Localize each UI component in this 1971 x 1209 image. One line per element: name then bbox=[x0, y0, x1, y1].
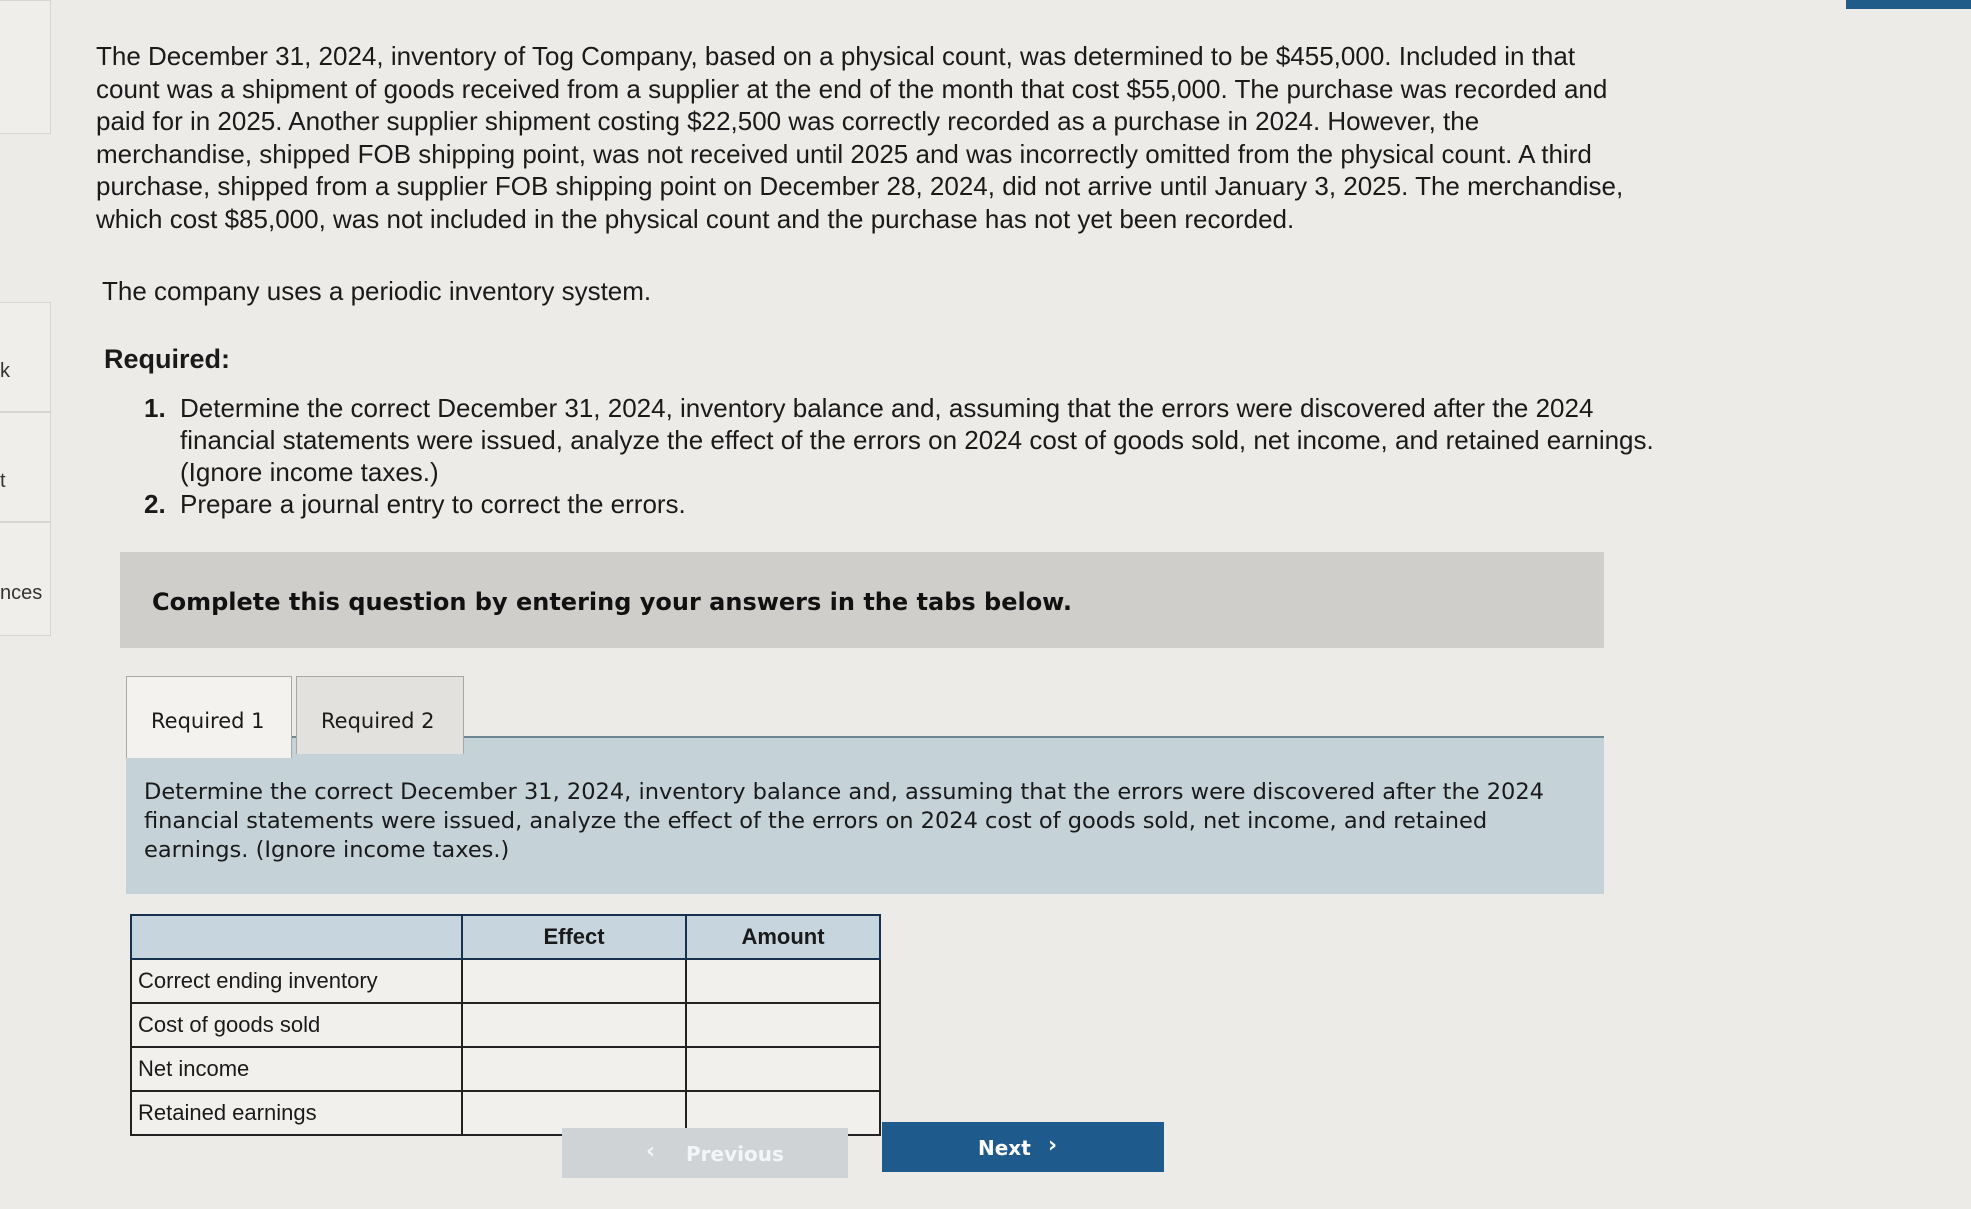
sidebar-item-label: t bbox=[0, 470, 6, 492]
instruction-line: earnings. (Ignore income taxes.) bbox=[144, 837, 510, 863]
effect-cell bbox=[462, 959, 686, 1003]
left-sidebar bbox=[0, 0, 56, 1209]
problem-line: merchandise, shipped FOB shipping point, was not received until 2025 and was incorrectly omitted from the physical count. A third bbox=[96, 138, 1592, 169]
row-label: Correct ending inventory bbox=[131, 959, 462, 1003]
amount-input[interactable] bbox=[689, 1009, 877, 1041]
effect-cell bbox=[462, 1003, 686, 1047]
table-row bbox=[131, 1047, 880, 1091]
requirement-item bbox=[144, 392, 1654, 488]
requirement-number: 2. bbox=[144, 489, 166, 519]
sidebar-item[interactable] bbox=[0, 302, 51, 412]
instruction-line: financial statements were issued, analyze the effect of the errors on 2024 cost of goods sold, net income, and retained bbox=[144, 808, 1488, 834]
requirement-line: financial statements were issued, analyze the effect of the errors on 2024 cost of goods sold, net income, and retained earnings. bbox=[180, 425, 1654, 455]
problem-line: purchase, shipped from a supplier FOB shipping point on December 28, 2024, did not arrive until January 3, 2025. The merchandise, bbox=[96, 171, 1624, 201]
answer-table bbox=[130, 914, 881, 1136]
row-label: Cost of goods sold bbox=[131, 1003, 462, 1047]
problem-line: paid for in 2025. Another supplier shipment costing $22,500 was correctly recorded as a purchase in 2024. However, the bbox=[96, 106, 1480, 136]
sidebar-item[interactable] bbox=[0, 0, 51, 134]
tab-label: Required 1 bbox=[151, 709, 265, 733]
previous-button[interactable] bbox=[562, 1128, 848, 1178]
tab-instruction-panel bbox=[126, 736, 1604, 894]
required-heading: Required: bbox=[104, 344, 231, 374]
problem-line: count was a shipment of goods received from a supplier at the end of the month that cost $55,000. The purchase was recorded and bbox=[96, 73, 1608, 104]
effect-input[interactable] bbox=[465, 965, 683, 997]
requirement-line: (Ignore income taxes.) bbox=[180, 457, 439, 487]
amount-cell bbox=[686, 959, 880, 1003]
instruction-banner bbox=[120, 552, 1604, 648]
requirement-number: 1. bbox=[144, 393, 166, 423]
previous-label: Previous bbox=[686, 1142, 784, 1166]
effect-input[interactable] bbox=[465, 1009, 683, 1041]
problem-statement bbox=[96, 40, 1756, 235]
row-label: Retained earnings bbox=[131, 1091, 462, 1135]
table-header-row bbox=[131, 915, 880, 959]
problem-line: which cost $85,000, was not included in the physical count and the purchase has not yet been recorded. bbox=[96, 203, 1295, 234]
top-accent-bar bbox=[1846, 0, 1971, 9]
effect-input[interactable] bbox=[465, 1097, 683, 1129]
tab-instructions bbox=[144, 778, 1564, 865]
requirement-item bbox=[144, 488, 1654, 520]
requirements-list bbox=[144, 392, 1654, 520]
sidebar-item[interactable] bbox=[0, 522, 51, 636]
inventory-system-note: The company uses a periodic inventory system. bbox=[102, 276, 652, 306]
amount-cell bbox=[686, 1003, 880, 1047]
chevron-left-icon: ‹ bbox=[646, 1139, 656, 1164]
header-cell-amount: Amount bbox=[686, 915, 880, 959]
row-label: Net income bbox=[131, 1047, 462, 1091]
sidebar-item[interactable] bbox=[0, 412, 51, 522]
amount-input[interactable] bbox=[689, 1053, 877, 1085]
amount-input[interactable] bbox=[689, 965, 877, 997]
table-row bbox=[131, 959, 880, 1003]
effect-cell bbox=[462, 1047, 686, 1091]
instruction-line: Determine the correct December 31, 2024, inventory balance and, assuming that the errors were discovered after the 2024 bbox=[144, 779, 1544, 805]
tab-required-2[interactable] bbox=[296, 676, 464, 754]
amount-input[interactable] bbox=[689, 1097, 877, 1129]
requirement-line: Prepare a journal entry to correct the errors. bbox=[180, 489, 686, 519]
header-cell-effect: Effect bbox=[462, 915, 686, 959]
effect-input[interactable] bbox=[465, 1053, 683, 1085]
requirement-line: Determine the correct December 31, 2024, inventory balance and, assuming that the errors were discovered after the 2024 bbox=[180, 393, 1594, 423]
problem-line: The December 31, 2024, inventory of Tog Company, based on a physical count, was determined to be $455,000. Included in that bbox=[96, 41, 1576, 71]
banner-text: Complete this question by entering your answers in the tabs below. bbox=[152, 588, 1072, 616]
chevron-right-icon: › bbox=[1048, 1133, 1058, 1158]
amount-cell bbox=[686, 1047, 880, 1091]
next-button[interactable] bbox=[882, 1122, 1164, 1172]
table-row bbox=[131, 1003, 880, 1047]
next-label: Next bbox=[978, 1136, 1031, 1160]
sidebar-item-label: nces bbox=[0, 582, 43, 604]
sidebar-item-label: k bbox=[0, 360, 10, 382]
tab-required-1[interactable] bbox=[126, 676, 292, 758]
header-cell-blank bbox=[131, 915, 462, 959]
tab-label: Required 2 bbox=[321, 709, 435, 733]
